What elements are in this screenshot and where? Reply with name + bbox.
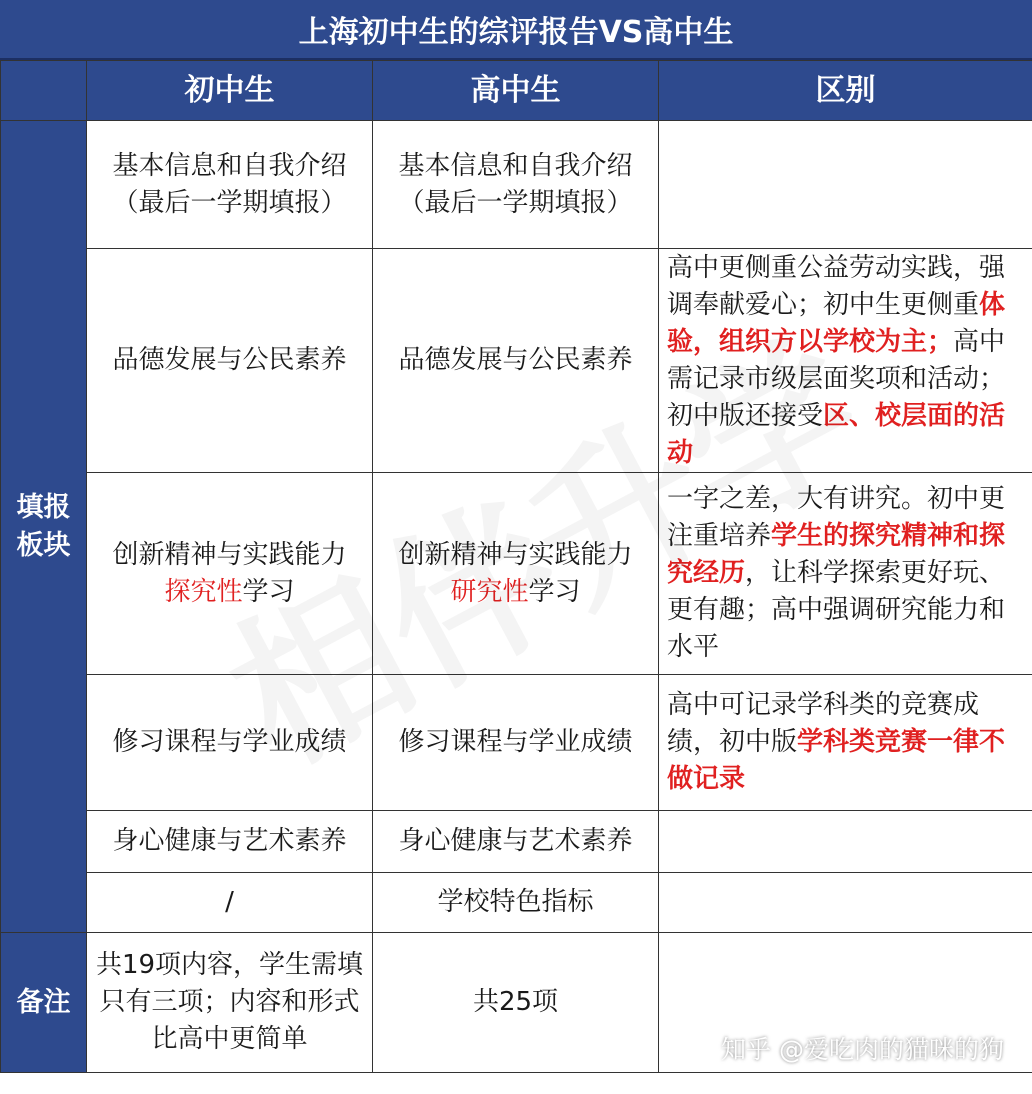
cell-senior-innovation: 创新精神与实践能力 研究性学习 [373, 473, 659, 675]
table-row [1, 675, 1032, 811]
cell-junior-moral: 品德发展与公民素养 [87, 249, 373, 473]
cell-diff-basic [659, 121, 1032, 249]
source-credit: 知乎 @爱吃肉的猫咪的狗 [721, 1035, 1004, 1064]
comparison-table [0, 60, 1032, 1073]
cell-senior-moral: 品德发展与公民素养 [373, 249, 659, 473]
table-row [1, 873, 1032, 933]
cell-junior-note: 共19项内容，学生需填只有三项；内容和形式比高中更简单 [87, 933, 373, 1073]
header-blank [1, 61, 87, 121]
side-label-fill: 填报 板块 [1, 121, 87, 933]
cell-junior-feature: / [87, 873, 373, 933]
cell-junior-innovation: 创新精神与实践能力 探究性学习 [87, 473, 373, 675]
cell-diff-feature [659, 873, 1032, 933]
table-row [1, 811, 1032, 873]
cell-diff-note [659, 933, 1032, 1073]
table-row [1, 473, 1032, 675]
cell-senior-note: 共25项 [373, 933, 659, 1073]
header-diff: 区别 [659, 61, 1032, 121]
cell-diff-academic: 高中可记录学科类的竞赛成绩，初中版学科类竞赛一律不做记录 [659, 675, 1032, 811]
cell-senior-basic: 基本信息和自我介绍 （最后一学期填报） [373, 121, 659, 249]
table-row [1, 249, 1032, 473]
header-junior: 初中生 [87, 61, 373, 121]
table-row [1, 933, 1032, 1073]
table-row [1, 121, 1032, 249]
cell-junior-health: 身心健康与艺术素养 [87, 811, 373, 873]
cell-diff-innovation: 一字之差，大有讲究。初中更注重培养学生的探究精神和探究经历，让科学探索更好玩、更有趣；高中强调研究能力和水平 [659, 473, 1032, 675]
header-row [1, 61, 1032, 121]
side-label-note: 备注 [1, 933, 87, 1073]
cell-senior-feature: 学校特色指标 [373, 873, 659, 933]
cell-senior-academic: 修习课程与学业成绩 [373, 675, 659, 811]
cell-junior-basic: 基本信息和自我介绍 （最后一学期填报） [87, 121, 373, 249]
cell-senior-health: 身心健康与艺术素养 [373, 811, 659, 873]
cell-diff-moral: 高中更侧重公益劳动实践，强调奉献爱心；初中生更侧重体验，组织方以学校为主；高中需记录市级层面奖项和活动；初中版还接受区、校层面的活动 [659, 249, 1032, 473]
cell-junior-academic: 修习课程与学业成绩 [87, 675, 373, 811]
header-senior: 高中生 [373, 61, 659, 121]
cell-diff-health [659, 811, 1032, 873]
page-title: 上海初中生的综评报告VS高中生 [0, 0, 1032, 60]
